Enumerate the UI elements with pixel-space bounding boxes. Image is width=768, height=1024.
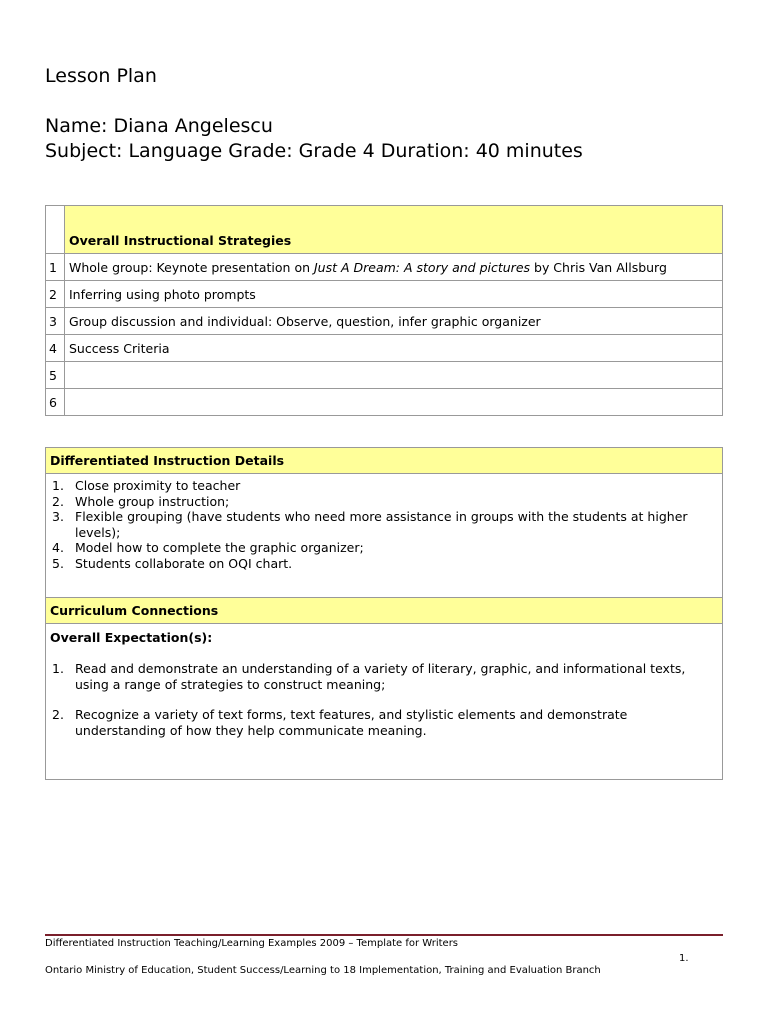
strategies-header: Overall Instructional Strategies — [65, 206, 723, 254]
row-number: 2 — [46, 281, 65, 308]
table-row — [46, 624, 723, 780]
list-item: 2. Recognize a variety of text forms, text features, and stylistic elements and demonstrate understanding of how they help communicate meaning. — [52, 707, 628, 738]
differentiated-header: Differentiated Instruction Details — [46, 448, 723, 474]
table-row — [46, 474, 723, 598]
differentiated-curriculum-table — [45, 447, 723, 780]
footer-divider — [45, 934, 723, 936]
differentiated-list — [50, 478, 722, 571]
page-number: 1. — [679, 953, 689, 964]
instructional-strategies-table — [45, 205, 723, 416]
table-row — [46, 254, 723, 281]
table-row — [46, 308, 723, 335]
overall-expectations-title: Overall Expectation(s): — [50, 630, 213, 645]
row-number: 4 — [46, 335, 65, 362]
table-header-row — [46, 598, 723, 624]
footer-line-2: Ontario Ministry of Education, Student Success/Learning to 18 Implementation, Training and Evaluation Branch — [45, 965, 601, 976]
book-title: Just A Dream: A story and pictures — [314, 259, 531, 275]
strategy-text: Group discussion and individual: Observe, question, infer graphic organizer — [65, 308, 723, 335]
strategy-text — [65, 362, 723, 389]
list-item: 3. Flexible grouping (have students who need more assistance in groups with the students at higher levels); — [52, 509, 688, 540]
table-row — [46, 281, 723, 308]
header-number-cell — [46, 206, 65, 254]
row-number: 1 — [46, 254, 65, 281]
footer-line-1: Differentiated Instruction Teaching/Learning Examples 2009 – Template for Writers — [45, 938, 459, 949]
table-row — [46, 389, 723, 416]
list-item: 1. Close proximity to teacher — [52, 478, 241, 493]
list-item: 4. Model how to complete the graphic organizer; — [52, 540, 364, 555]
expectations-list — [50, 661, 722, 738]
expectations-cell — [46, 624, 723, 780]
table-row — [46, 335, 723, 362]
teacher-name: Name: Diana Angelescu — [45, 115, 273, 137]
table-header-row — [46, 448, 723, 474]
row-number: 3 — [46, 308, 65, 335]
strategy-text-before: Whole group: Keynote presentation on — [69, 259, 314, 275]
row-number: 6 — [46, 389, 65, 416]
differentiated-details-cell — [46, 474, 723, 598]
row-number: 5 — [46, 362, 65, 389]
list-item: 2. Whole group instruction; — [52, 493, 230, 509]
strategy-text-after: by Chris Van Allsburg — [530, 259, 667, 275]
lesson-header — [45, 114, 583, 164]
strategy-text: Inferring using photo prompts — [65, 281, 723, 308]
strategy-text — [65, 254, 723, 281]
table-header-row — [46, 206, 723, 254]
curriculum-header: Curriculum Connections — [46, 598, 723, 624]
list-item: 1. Read and demonstrate an understanding of a variety of literary, graphic, and informational texts, using a range of strategies to construct meaning; — [52, 661, 686, 692]
subject-grade-duration: Subject: Language Grade: Grade 4 Duration: 40 minutes — [45, 140, 583, 162]
strategy-text — [65, 389, 723, 416]
strategy-text: Success Criteria — [65, 335, 723, 362]
document-title: Lesson Plan — [45, 65, 157, 87]
table-row — [46, 362, 723, 389]
list-item: 5. Students collaborate on OQI chart. — [52, 555, 293, 571]
